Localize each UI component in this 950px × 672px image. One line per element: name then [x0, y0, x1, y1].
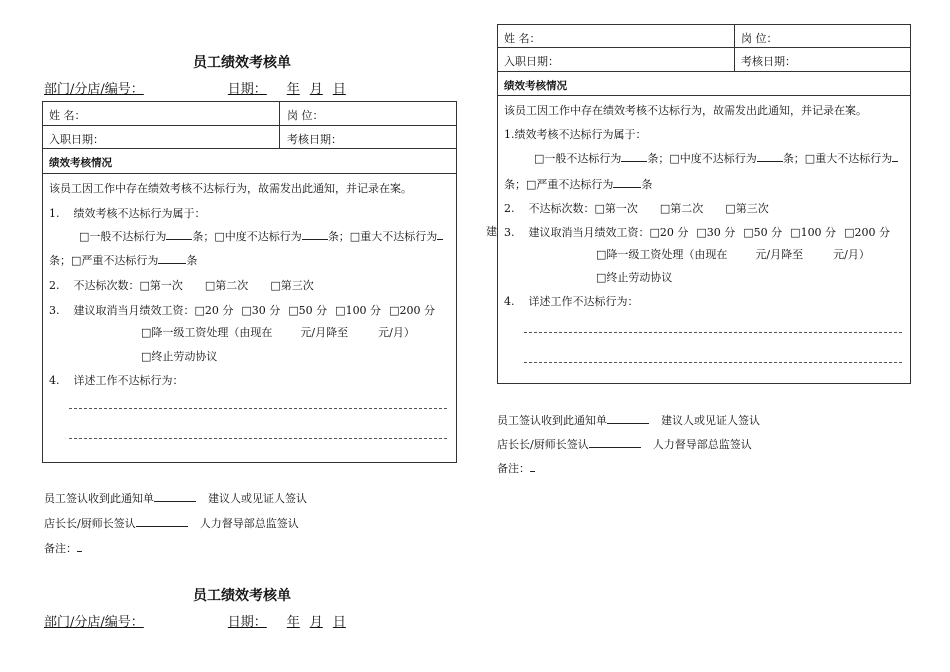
item3-demote: □降一级工资处理（由现在 元/月降至 元/月） — [141, 326, 415, 339]
stray-char: 建 — [486, 225, 497, 238]
detail-line — [524, 332, 902, 333]
item4-label: 4. 详述工作不达标行为： — [504, 295, 639, 308]
header-line — [44, 78, 346, 97]
day-label: 日 — [332, 82, 346, 97]
item1-label: 1.绩效考核不达标行为属于： — [504, 128, 647, 141]
detail-line — [69, 438, 447, 439]
dept-label: 部门/分店/编号： — [44, 82, 144, 97]
section-title: 绩效考核情况 — [49, 157, 112, 169]
review-date-label: 考核日期： — [741, 55, 796, 68]
date-label: 日期： — [227, 82, 267, 97]
signature-row-2: 店长长/厨师长签认 人力督导部总监签认 — [44, 517, 299, 530]
hire-date-label: 入职日期： — [504, 55, 559, 68]
item1-severe: 条；□严重不达标行为 条 — [504, 178, 653, 191]
signature-row-1: 员工签认收到此通知单 建议人或见证人签认 — [44, 492, 307, 505]
item3-terminate: □终止劳动协议 — [596, 271, 673, 284]
column-divider — [279, 102, 280, 149]
item3-demote: □降一级工资处理（由现在 元/月降至 元/月） — [596, 248, 870, 261]
item2-row: 2. 不达标次数：□第一次 □第二次 □第三次 — [504, 202, 769, 215]
year-label: 年 — [286, 82, 300, 97]
name-field-label: 姓 名： — [49, 109, 86, 122]
detail-line — [524, 362, 902, 363]
review-date-label: 考核日期： — [287, 133, 342, 146]
signature-row-2: 店长长/厨师长签认 人力督导部总监签认 — [497, 438, 752, 451]
section-title: 绩效考核情况 — [504, 80, 567, 92]
detail-line — [69, 408, 447, 409]
notice-text: 该员工因工作中存在绩效考核不达标行为，故需发出此通知，并记录在案。 — [49, 182, 412, 195]
item3-row: 3. 建议取消当月绩效工资：□20 分 □30 分 □50 分 □100 分 □200 分 — [504, 226, 890, 239]
signature-row-1: 员工签认收到此通知单 建议人或见证人签认 — [497, 414, 760, 427]
notice-text: 该员工因工作中存在绩效考核不达标行为，故需发出此通知，并记录在案。 — [504, 104, 867, 117]
name-field-label: 姓 名： — [504, 32, 541, 45]
month-label: 月 — [309, 82, 323, 97]
review-form-right — [497, 24, 911, 384]
review-form-left — [42, 101, 457, 463]
header-line-2: 部门/分店/编号： 日期： 年 月 日 — [44, 615, 346, 630]
item3-terminate: □终止劳动协议 — [141, 350, 218, 363]
hire-date-label: 入职日期： — [49, 133, 104, 146]
page-title-2: 员工绩效考核单 — [193, 588, 291, 604]
item1-severe: 条；□严重不达标行为 条 — [49, 254, 198, 267]
position-field-label: 岗 位： — [741, 32, 778, 45]
item3-row: 3. 建议取消当月绩效工资：□20 分 □30 分 □50 分 □100 分 □200 分 — [49, 304, 435, 317]
item1-options: □一般不达标行为 条；□中度不达标行为 条；□重大不达标行为 — [534, 150, 898, 166]
remark-row: 备注： — [497, 460, 535, 476]
column-divider — [734, 25, 735, 72]
item1-options: □一般不达标行为 条；□中度不达标行为 条；□重大不达标行为 — [79, 228, 443, 244]
item1-label: 1. 绩效考核不达标行为属于： — [49, 207, 206, 220]
remark-row: 备注： — [44, 540, 82, 556]
item4-label: 4. 详述工作不达标行为： — [49, 374, 184, 387]
page-title: 员工绩效考核单 — [193, 55, 291, 71]
item2-row: 2. 不达标次数：□第一次 □第二次 □第三次 — [49, 279, 314, 292]
position-field-label: 岗 位： — [287, 109, 324, 122]
